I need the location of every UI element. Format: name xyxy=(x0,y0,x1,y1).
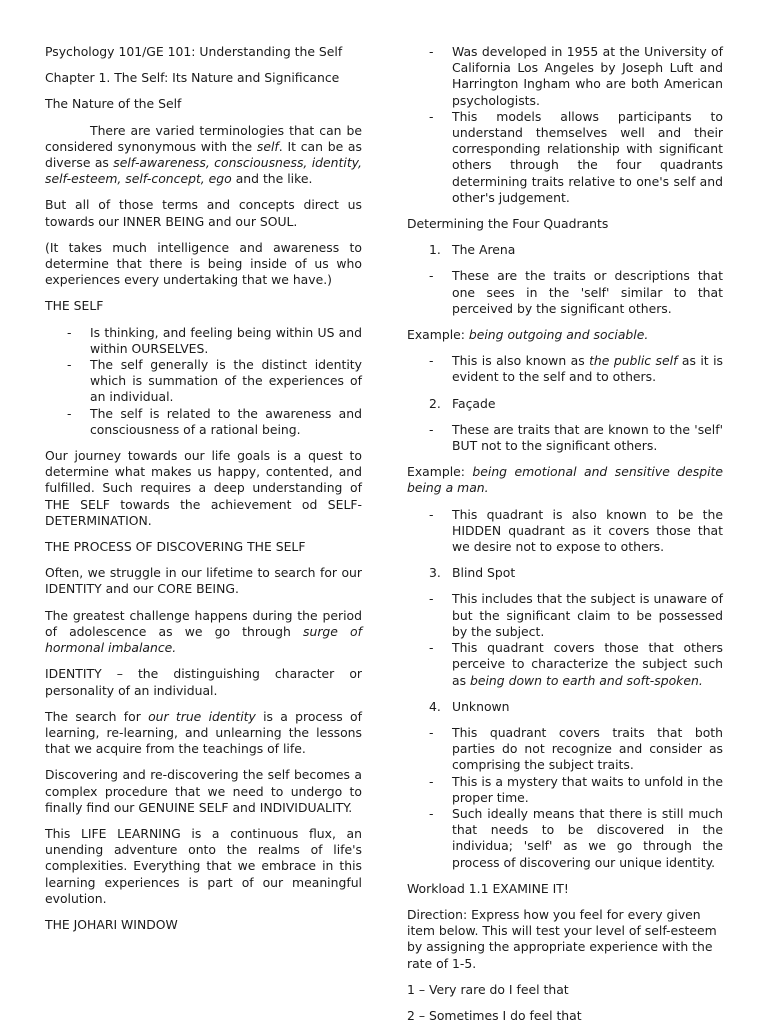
self-list xyxy=(45,325,362,438)
quadrant-2 xyxy=(407,396,723,412)
list-item: - The self generally is the distinct identity which is summation of the experiences of an individual. xyxy=(45,357,362,406)
list-item: - This includes that the subject is unaware of but the significant claim to be possessed by the subject. xyxy=(407,591,723,640)
paragraph-true-identity: The search for our true identity is a process of learning, re-learning, and unlearning the lessons that we acquire from the teachings of life. xyxy=(45,708,362,757)
paragraph-inner-being: But all of those terms and concepts direct us towards our INNER BEING and our SOUL. xyxy=(45,197,362,229)
quadrant-3 xyxy=(407,565,723,581)
johari-list xyxy=(407,44,723,206)
quadrant-4 xyxy=(407,699,723,715)
quadrant-2-list xyxy=(407,422,723,454)
quadrant-3-list xyxy=(407,591,723,688)
list-item: - These are the traits or descriptions that one sees in the 'self' similar to that perceived by the significant others. xyxy=(407,268,723,317)
quadrant-title: 4. Unknown xyxy=(429,698,510,714)
list-item: - These are traits that are known to the 'self' BUT not to the significant others. xyxy=(407,422,723,454)
list-item: - This is also known as the public self as it is evident to the self and to others. xyxy=(407,353,723,385)
paragraph-awareness: (It takes much intelligence and awareness to determine that there is being inside of us who experiences every undertaking that we have.) xyxy=(45,239,362,288)
quadrant-1-note xyxy=(407,353,723,385)
paragraph-life-learning: This LIFE LEARNING is a continuous flux, an unending adventure onto the realms of life's complexities. Everything that we embrace in this learning experiences is part of our meaningful evolution. xyxy=(45,825,362,906)
rating-2: 2 – Sometimes I do feel that xyxy=(407,1007,582,1023)
right-column xyxy=(407,44,723,1034)
chapter-title: Chapter 1. The Self: Its Nature and Significance xyxy=(45,70,340,86)
list-item: - Was developed in 1955 at the University of California Los Angeles by Joseph Luft and Harrington Ingham who are both American psychologists. xyxy=(407,44,723,109)
list-item: - Such ideally means that there is still much that needs to be discovered in the individua; 'self' as we go through the process of discovering our unique identity. xyxy=(407,806,723,871)
list-item: - This quadrant covers those that others perceive to characterize the subject such as being down to earth and soft-spoken. xyxy=(407,640,723,689)
heading-johari-window: THE JOHARI WINDOW xyxy=(45,916,178,932)
workload-heading: Workload 1.1 EXAMINE IT! xyxy=(407,880,569,896)
quadrant-title: 3. Blind Spot xyxy=(429,565,516,581)
course-title: Psychology 101/GE 101: Understanding the Self xyxy=(45,44,343,59)
section-heading-nature: The Nature of the Self xyxy=(45,96,182,112)
example-1: Example: being outgoing and sociable. xyxy=(407,327,649,343)
quadrant-4-list xyxy=(407,725,723,871)
list-item: - Is thinking, and feeling being within US and within OURSELVES. xyxy=(45,325,362,357)
heading-process: THE PROCESS OF DISCOVERING THE SELF xyxy=(45,539,306,555)
paragraph-rediscovering: Discovering and re-discovering the self becomes a complex procedure that we need to undergo to finally find our GENUINE SELF and INDIVIDUALITY. xyxy=(45,767,362,815)
quadrant-1-list xyxy=(407,268,723,317)
paragraph-struggle: Often, we struggle in our lifetime to search for our IDENTITY and our CORE BEING. xyxy=(45,565,362,597)
rating-1: 1 – Very rare do I feel that xyxy=(407,981,569,997)
list-item: - The self is related to the awareness and consciousness of a rational being. xyxy=(45,406,362,438)
quadrant-1 xyxy=(407,242,723,258)
paragraph-journey: Our journey towards our life goals is a quest to determine what makes us happy, contented, and fulfilled. Such requires a deep understanding of THE SELF towards the achievement od SELF-DETERMINATION. xyxy=(45,448,362,528)
left-column xyxy=(45,44,362,943)
workload-direction: Direction: Express how you feel for every given item below. This will test your level of self-esteem by assigning the appropriate experience with the rate of 1-5. xyxy=(407,906,717,971)
quadrant-2-note xyxy=(407,507,723,556)
example-2: Example: being emotional and sensitive despite being a man. xyxy=(407,464,724,496)
list-item: - This quadrant covers traits that both parties do not recognize and consider as comprising the subject traits. xyxy=(407,725,723,774)
quadrant-title: 2. Façade xyxy=(429,395,496,411)
list-item: - This quadrant is also known to be the HIDDEN quadrant as it covers those that we desire not to expose to others. xyxy=(407,507,723,556)
quadrant-title: 1. The Arena xyxy=(429,242,516,258)
paragraph-adolescence: The greatest challenge happens during the period of adolescence as we go through surge of hormonal imbalance. xyxy=(45,607,362,656)
heading-the-self: THE SELF xyxy=(45,298,104,314)
list-item: - This is a mystery that waits to unfold in the proper time. xyxy=(407,774,723,806)
paragraph-terminologies: There are varied terminologies that can be considered synonymous with the self. It can be as diverse as self-awareness, consciousness, identity, self-esteem, self-concept, ego and the like. xyxy=(45,122,362,187)
heading-four-quadrants: Determining the Four Quadrants xyxy=(407,216,609,232)
list-item: - This models allows participants to understand themselves well and their corresponding relationship with significant others through the four quadrants determining traits relative to one's self and other's judgement. xyxy=(407,109,723,206)
paragraph-identity-definition: IDENTITY – the distinguishing character or personality of an individual. xyxy=(45,666,362,698)
